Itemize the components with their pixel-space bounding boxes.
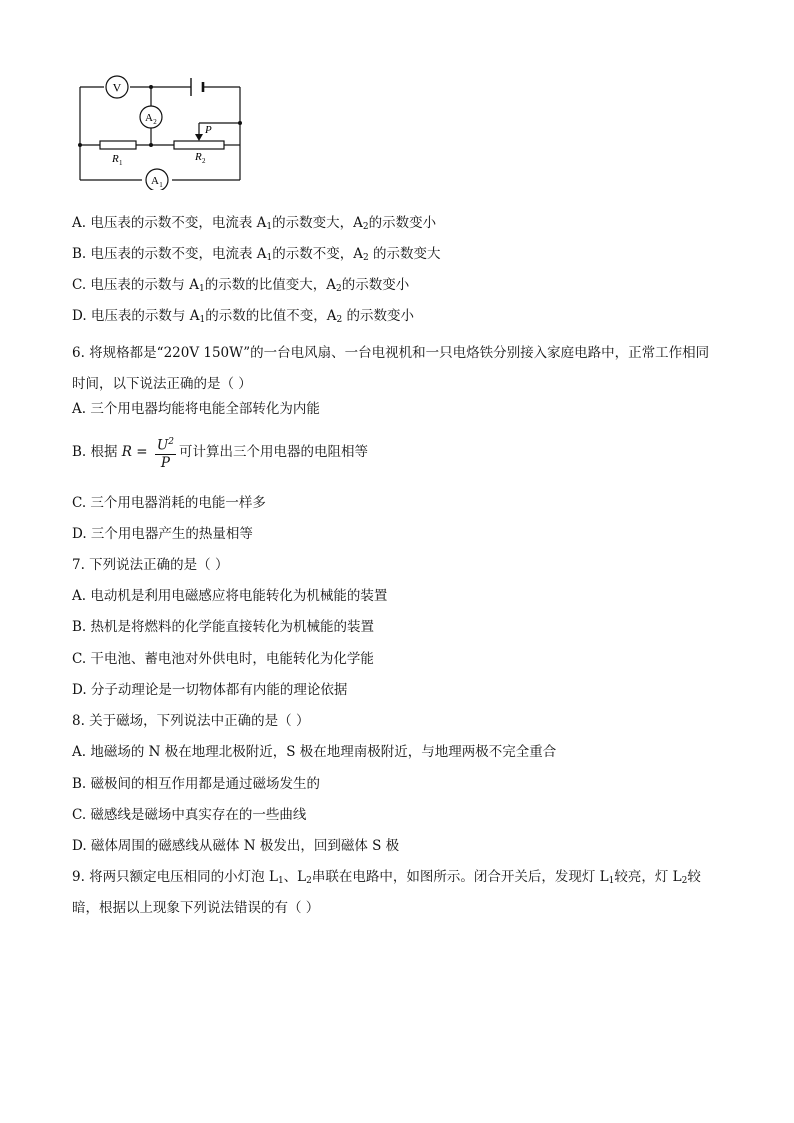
text: 的示数变大，A: [272, 215, 363, 231]
q5-option-a: [72, 214, 436, 236]
q9-stem-line2: 暗，根据以上现象下列说法错误的有（ ）: [72, 900, 320, 916]
subscript: 2: [362, 222, 369, 232]
q6-option-c: C. 三个用电器消耗的电能一样多: [72, 495, 266, 511]
q8-option-d: D. 磁体周围的磁感线从磁体 N 极发出，回到磁体 S 极: [72, 838, 400, 854]
slider-label: P: [205, 124, 212, 136]
q8-stem: 8. 关于磁场，下列说法中正确的是（ ）: [72, 713, 310, 729]
text: 可计算出三个用电器的电阻相等: [179, 443, 368, 460]
ammeter-a1-subscript: 1: [159, 181, 163, 189]
formula-denominator: P: [160, 454, 170, 471]
subscript: 2: [336, 315, 343, 325]
formula-exponent: 2: [168, 437, 174, 447]
subscript: 2: [335, 284, 342, 294]
text: 较亮，灯 L: [614, 869, 682, 885]
q5-option-b: [72, 245, 441, 267]
text: 串联在电路中，如图所示。闭合开关后，发现灯 L: [311, 869, 609, 885]
r2-subscript: 2: [202, 157, 206, 165]
text: 的示数的比值不变，A: [205, 308, 337, 324]
text: 的示数变小: [342, 308, 414, 324]
subscript: 1: [277, 876, 284, 886]
q7-option-c: C. 干电池、蓄电池对外供电时，电能转化为化学能: [72, 651, 374, 667]
q7-stem: 7. 下列说法正确的是（ ）: [72, 557, 229, 573]
subscript: 1: [608, 876, 615, 886]
circuit-diagram: [72, 70, 252, 190]
q9-stem-line1: [72, 868, 701, 890]
resistor-r2: [174, 141, 224, 149]
text: 、L: [283, 869, 307, 885]
q6-option-d: D. 三个用电器产生的热量相等: [72, 526, 253, 542]
subscript: 2: [306, 876, 312, 886]
q8-option-a: A. 地磁场的 N 极在地理北极附近，S 极在地理南极附近，与地理两极不完全重合: [72, 744, 557, 760]
r1-subscript: 1: [119, 159, 123, 167]
subscript: 1: [198, 284, 205, 294]
text: 的示数变大: [368, 246, 441, 262]
q6-option-a: A. 三个用电器均能将电能全部转化为内能: [72, 401, 320, 417]
text: B. 根据: [72, 443, 122, 460]
slider-arrow-icon: [195, 134, 203, 141]
formula-lhs: R: [121, 443, 132, 460]
formula-eq: =: [131, 443, 152, 460]
formula-numerator: U: [156, 437, 169, 454]
q6-option-b: [72, 434, 368, 471]
text: 的示数的比值变大，A: [204, 277, 336, 293]
subscript: 2: [363, 253, 369, 263]
q7-option-d: D. 分子动理论是一切物体都有内能的理论依据: [72, 682, 348, 698]
ammeter-a1-label: A: [151, 175, 159, 187]
text: 9. 将两只额定电压相同的小灯泡 L: [72, 869, 278, 885]
q8-option-b: B. 磁极间的相互作用都是通过磁场发生的: [72, 776, 321, 792]
subscript: 2: [681, 876, 688, 886]
text: C. 电压表的示数与 A: [72, 277, 199, 293]
text: 的示数不变，A: [272, 246, 364, 262]
text: B. 电压表的示数不变，电流表 A: [72, 246, 267, 262]
ammeter-a2-subscript: 2: [153, 118, 157, 126]
resistor-r1: [100, 141, 136, 149]
q5-option-d: [72, 307, 414, 329]
q8-option-c: C. 磁感线是磁场中真实存在的一些曲线: [72, 807, 307, 823]
text: 较: [687, 869, 701, 885]
formula-fraction: [155, 434, 176, 471]
q5-option-c: [72, 276, 409, 298]
ammeter-a2-label: A: [145, 112, 153, 124]
text: 的示数变小: [368, 215, 437, 231]
text: 的示数变小: [341, 277, 410, 293]
subscript: 1: [266, 253, 273, 263]
q7-option-a: A. 电动机是利用电磁感应将电能转化为机械能的装置: [72, 588, 388, 604]
text: A. 电压表的示数不变，电流表 A: [72, 215, 267, 231]
q6-stem: 6. 将规格都是“220V 150W”的一台电风扇、一台电视机和一只电烙铁分别接入家庭电路中，正常工作相同时间，以下说法正确的是（ ）: [72, 345, 710, 392]
r1-label: R: [112, 153, 119, 165]
voltmeter-label: V: [112, 80, 122, 95]
subscript: 1: [266, 222, 273, 232]
q7-option-b: B. 热机是将燃料的化学能直接转化为机械能的装置: [72, 619, 375, 635]
subscript: 1: [199, 315, 206, 325]
text: D. 电压表的示数与 A: [72, 308, 200, 324]
r2-label: R: [195, 151, 202, 163]
